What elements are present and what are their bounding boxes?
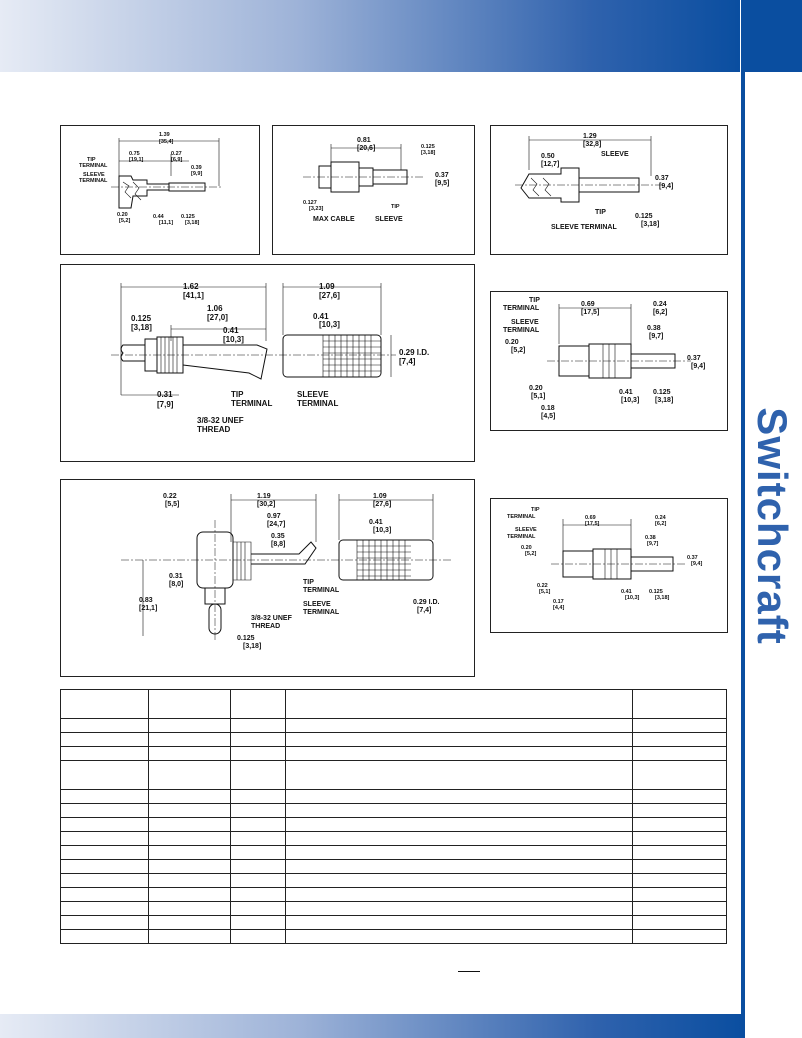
table-row [61,832,727,846]
drawing-4-svg [61,265,474,461]
table-row [61,860,727,874]
table-row [61,733,727,747]
dim: [27,6] [373,501,392,508]
dim: [9,7] [649,333,664,340]
label: TIP [595,209,606,216]
dim: [7,9] [157,400,174,409]
table-row [61,747,727,761]
dim: [10,3] [319,320,340,329]
dim: [3,18] [641,221,660,228]
dim: 0.41 [369,519,383,526]
drawing-5 [490,291,728,431]
table-row [61,804,727,818]
dim: 0.50 [541,153,555,160]
dim: 0.125 [653,389,671,396]
dim: 0.35 [271,533,285,540]
dim: 1.39 [159,132,170,138]
dim: [5,5] [165,501,180,508]
dim: [10,3] [621,397,640,404]
table-row [61,902,727,916]
table-row [61,790,727,804]
dim: [3,18] [131,323,152,332]
label: TERMINAL [303,609,340,616]
dim: [30,2] [257,501,276,508]
label: TERMINAL [503,305,540,312]
dim: 0.69 [581,301,595,308]
label: SLEEVE [601,151,629,158]
dim: 1.09 [319,282,335,291]
table-row [61,874,727,888]
dim: [10,3] [625,595,640,601]
drawing-4 [60,264,475,462]
dim: 0.69 [585,515,596,521]
table-row [61,888,727,902]
dim: 0.31 [157,390,173,399]
dim: 0.22 [163,493,177,500]
dim: [27,6] [319,291,340,300]
table-row [61,761,727,790]
dim: [5,1] [531,393,546,400]
dim: 0.44 [153,214,164,220]
label: SLEEVE TERMINAL [551,224,617,231]
dim: [19,1] [129,157,144,163]
dim: [9,5] [435,180,450,187]
label: 3/8-32 UNEF [197,416,244,425]
dim: [12,7] [541,161,560,168]
dim: [3,18] [655,595,670,601]
dim: [32,8] [583,141,602,148]
dim: [41,1] [183,291,204,300]
drawing-2 [272,125,475,255]
table-row [61,846,727,860]
label: TIP [531,507,540,513]
dim: 0.20 [521,545,532,551]
dim: 0.37 [687,555,698,561]
dim: 0.75 [129,151,140,157]
dim: [35,4] [159,139,174,145]
drawing-3 [490,125,728,255]
dim: 0.125 [131,314,152,323]
dim: 0.17 [553,599,564,605]
label: TERMINAL [507,534,536,540]
dim: 0.125 [421,144,435,150]
label: SLEEVE [511,319,539,326]
footnote-rule [458,971,480,972]
dim: [8,8] [271,541,286,548]
label: TERMINAL [297,399,339,408]
dim: [9,7] [647,541,659,547]
drawing-6-svg [61,480,474,676]
label: SLEEVE [83,172,105,178]
table-header-row [61,690,727,719]
dim: [27,0] [207,313,228,322]
dim: [3,23] [309,206,324,212]
dim: [3,18] [421,150,436,156]
brand-name: Switchcraft [749,407,796,645]
dim: [21,1] [139,605,158,612]
dim: [7,4] [417,607,432,614]
header-banner [0,0,740,72]
dim: 0.18 [541,405,555,412]
label: THREAD [197,425,231,434]
label: SLEEVE [303,601,331,608]
spec-table [60,689,727,944]
dim: [17,5] [581,309,600,316]
dim: 0.20 [505,339,519,346]
dim: 0.20 [529,385,543,392]
dim: [5,1] [539,589,551,595]
dim: [9,9] [191,171,203,177]
drawing-1 [60,125,260,255]
drawing-1-svg [61,126,259,254]
header-tab [745,0,802,72]
dim: 0.24 [655,515,666,521]
dim: 1.29 [583,133,597,140]
drawing-2-svg [273,126,474,254]
dim: 0.20 [117,212,128,218]
dim: [9,4] [691,363,706,370]
dim: [6,2] [655,521,667,527]
dim: [3,18] [243,643,262,650]
dim: [4,4] [553,605,565,611]
dim: [3,18] [655,397,674,404]
dim: [10,3] [373,527,392,534]
drawing-5-svg [491,292,727,430]
dim: 0.125 [649,589,663,595]
dim: 1.06 [207,304,223,313]
dim: 0.125 [237,635,255,642]
table-row [61,719,727,733]
dim: 0.97 [267,513,281,520]
dim: [9,4] [659,183,674,190]
dim: [11,1] [159,220,174,226]
dim: [6,9] [171,157,183,163]
dim: [10,3] [223,335,244,344]
dim: 0.37 [687,355,701,362]
label: TIP [391,204,400,210]
label: THREAD [251,623,281,630]
drawing-3-svg [491,126,727,254]
footer-banner [0,1014,745,1038]
dim: 0.29 I.D. [399,348,430,357]
label: MAX CABLE [313,216,355,223]
label: TERMINAL [231,399,273,408]
dim: 0.38 [647,325,661,332]
label: TIP [529,297,540,304]
dim: [20,6] [357,145,376,152]
dim: 1.19 [257,493,271,500]
dim: [5,2] [511,347,526,354]
label: TERMINAL [79,163,108,169]
dim: 0.125 [181,214,195,220]
label: SLEEVE [515,527,537,533]
table-row [61,930,727,944]
dim: 0.37 [655,175,669,182]
dim: 0.31 [169,573,183,580]
label: TERMINAL [303,587,340,594]
dim: [6,2] [653,309,668,316]
dim: 0.39 [191,165,202,171]
table-row [61,818,727,832]
label: SLEEVE [297,390,329,399]
dim: 0.38 [645,535,656,541]
dim: [4,5] [541,413,556,420]
dim: 0.125 [635,213,653,220]
label: TIP [87,157,96,163]
drawing-7 [490,498,728,633]
label: TIP [303,579,314,586]
dim: [5,2] [119,218,131,224]
dim: 0.127 [303,200,317,206]
label: TIP [231,390,244,399]
dim: 0.41 [313,312,329,321]
table-row [61,916,727,930]
dim: 0.81 [357,137,371,144]
dim: [3,18] [185,220,200,226]
dim: [5,2] [525,551,537,557]
dim: [17,5] [585,521,600,527]
label: TERMINAL [503,327,540,334]
label: 3/8-32 UNEF [251,615,292,622]
dim: 0.29 I.D. [413,599,440,606]
dim: 0.41 [621,589,632,595]
dim: [8,0] [169,581,184,588]
dim: 0.24 [653,301,667,308]
dim: [7,4] [399,357,416,366]
dim: 1.62 [183,282,199,291]
drawing-7-svg [491,499,727,632]
dim: 0.22 [537,583,548,589]
dim: 0.27 [171,151,182,157]
label: TERMINAL [507,514,536,520]
dim: [24,7] [267,521,286,528]
label: SLEEVE [375,216,403,223]
dim: 0.83 [139,597,153,604]
dim: 1.09 [373,493,387,500]
dim: [9,4] [691,561,703,567]
label: TERMINAL [79,178,108,184]
dim: 0.41 [619,389,633,396]
drawing-6 [60,479,475,677]
dim: 0.41 [223,326,239,335]
dim: 0.37 [435,172,449,179]
brand-vertical [744,356,800,696]
